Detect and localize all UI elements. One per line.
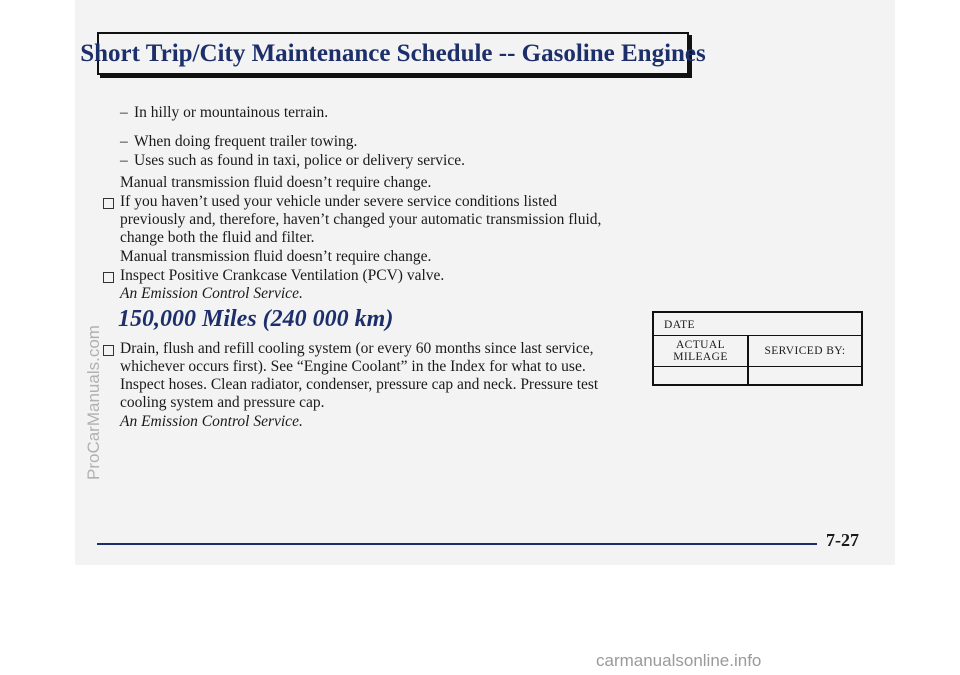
serviced-by-entry-cell[interactable] (749, 367, 861, 386)
watermark-bottom: carmanualsonline.info (596, 651, 762, 670)
watermark-side: ProCarManuals.com (84, 325, 103, 480)
coolant-item-line: cooling system and pressure cap. (120, 394, 325, 411)
checkbox-icon[interactable] (103, 272, 114, 283)
page-title-box (80, 32, 706, 75)
list-item: – When doing frequent trailer towing. (120, 133, 358, 150)
service-record-table (652, 311, 863, 386)
coolant-item-line: whichever occurs first). See “Engine Coolant” in the Index for what to use. (120, 358, 586, 375)
transmission-item-line: If you haven’t used your vehicle under severe service conditions listed (120, 193, 558, 210)
checkbox-icon[interactable] (103, 198, 114, 209)
checkbox-icon[interactable] (103, 345, 114, 356)
transmission-item-line: change both the fluid and filter. (120, 229, 315, 246)
transmission-item-line: previously and, therefore, haven’t changed your automatic transmission fluid, (120, 211, 602, 228)
manual-transmission-note: Manual transmission fluid doesn’t require change. (120, 248, 432, 265)
list-item: – Uses such as found in taxi, police or delivery service. (120, 152, 466, 169)
emission-note: An Emission Control Service. (120, 413, 303, 430)
section-heading: 150,000 Miles (240 000 km) (118, 306, 394, 332)
header-row (654, 336, 861, 367)
manual-transmission-note: Manual transmission fluid doesn’t require change. (120, 174, 432, 191)
page-number: 7-27 (826, 530, 859, 550)
footer-rule (97, 543, 817, 545)
page-title: Short Trip/City Maintenance Schedule -- Gasoline Engines (80, 39, 706, 67)
serviced-by-label: SERVICED BY: (764, 345, 846, 357)
actual-mileage-label: ACTUAL MILEAGE (673, 339, 728, 363)
mileage-entry-cell[interactable] (654, 367, 747, 386)
date-row (654, 313, 861, 336)
pcv-item: Inspect Positive Crankcase Ventilation (PCV) valve. (120, 267, 445, 284)
emission-note: An Emission Control Service. (120, 285, 303, 302)
list-item: – In hilly or mountainous terrain. (120, 104, 329, 121)
date-label: DATE (664, 319, 695, 331)
coolant-item-line: Inspect hoses. Clean radiator, condenser, pressure cap and neck. Pressure test (120, 376, 599, 393)
coolant-item-line: Drain, flush and refill cooling system (or every 60 months since last service, (120, 340, 594, 357)
